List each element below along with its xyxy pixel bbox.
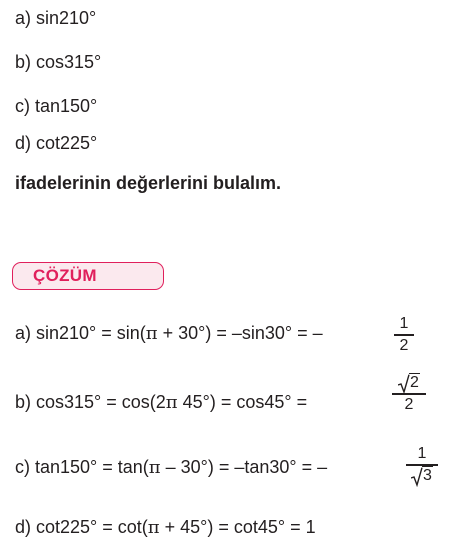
fraction-numerator: 1 [399,315,409,332]
solution-b-fraction [392,374,426,414]
fraction-denominator [406,467,438,485]
sqrt-symbol [398,374,420,392]
radicand: 2 [410,374,419,391]
pi-symbol: π [147,517,160,538]
sqrt-symbol [411,467,433,485]
radical-sign-icon [398,374,410,394]
pi-symbol: π [145,323,158,344]
solution-c-fraction [406,445,438,485]
solution-d-rest: + 45°) = cot45° = 1 [159,517,316,537]
question-d: d) cot225° [15,133,98,153]
fraction-bar [394,334,414,336]
solution-c-rest: – 30°) = –tan30° = – [160,457,328,477]
solution-d [15,517,316,538]
solution-b-rest: 45°) = cos45° = [177,392,308,412]
solution-a-fraction [394,315,414,355]
question-b: b) cos315° [15,52,102,72]
pi-symbol: π [148,457,161,478]
solution-a-rest: + 30°) = –sin30° = – [157,323,323,343]
fraction-denominator: 2 [404,395,414,413]
radical-sign-icon [411,467,423,487]
fraction-numerator [392,374,426,392]
solution-c [15,457,327,478]
question-prompt: ifadelerinin değerlerini bulalım. [15,173,282,193]
solution-c-lhs: c) tan150° = tan( [15,457,149,477]
solution-a-lhs: a) sin210° = sin( [15,323,146,343]
solution-b [15,392,307,413]
question-a: a) sin210° [15,8,97,28]
solution-badge-label: ÇÖZÜM [33,266,97,285]
fraction-denominator: 2 [399,336,409,354]
pi-symbol: π [165,392,178,413]
fraction-numerator: 1 [417,445,427,462]
question-c: c) tan150° [15,96,98,116]
solution-a [15,323,323,344]
radicand: 3 [423,466,432,484]
solution-b-lhs: b) cos315° = cos(2 [15,392,166,412]
solution-d-lhs: d) cot225° = cot( [15,517,148,537]
